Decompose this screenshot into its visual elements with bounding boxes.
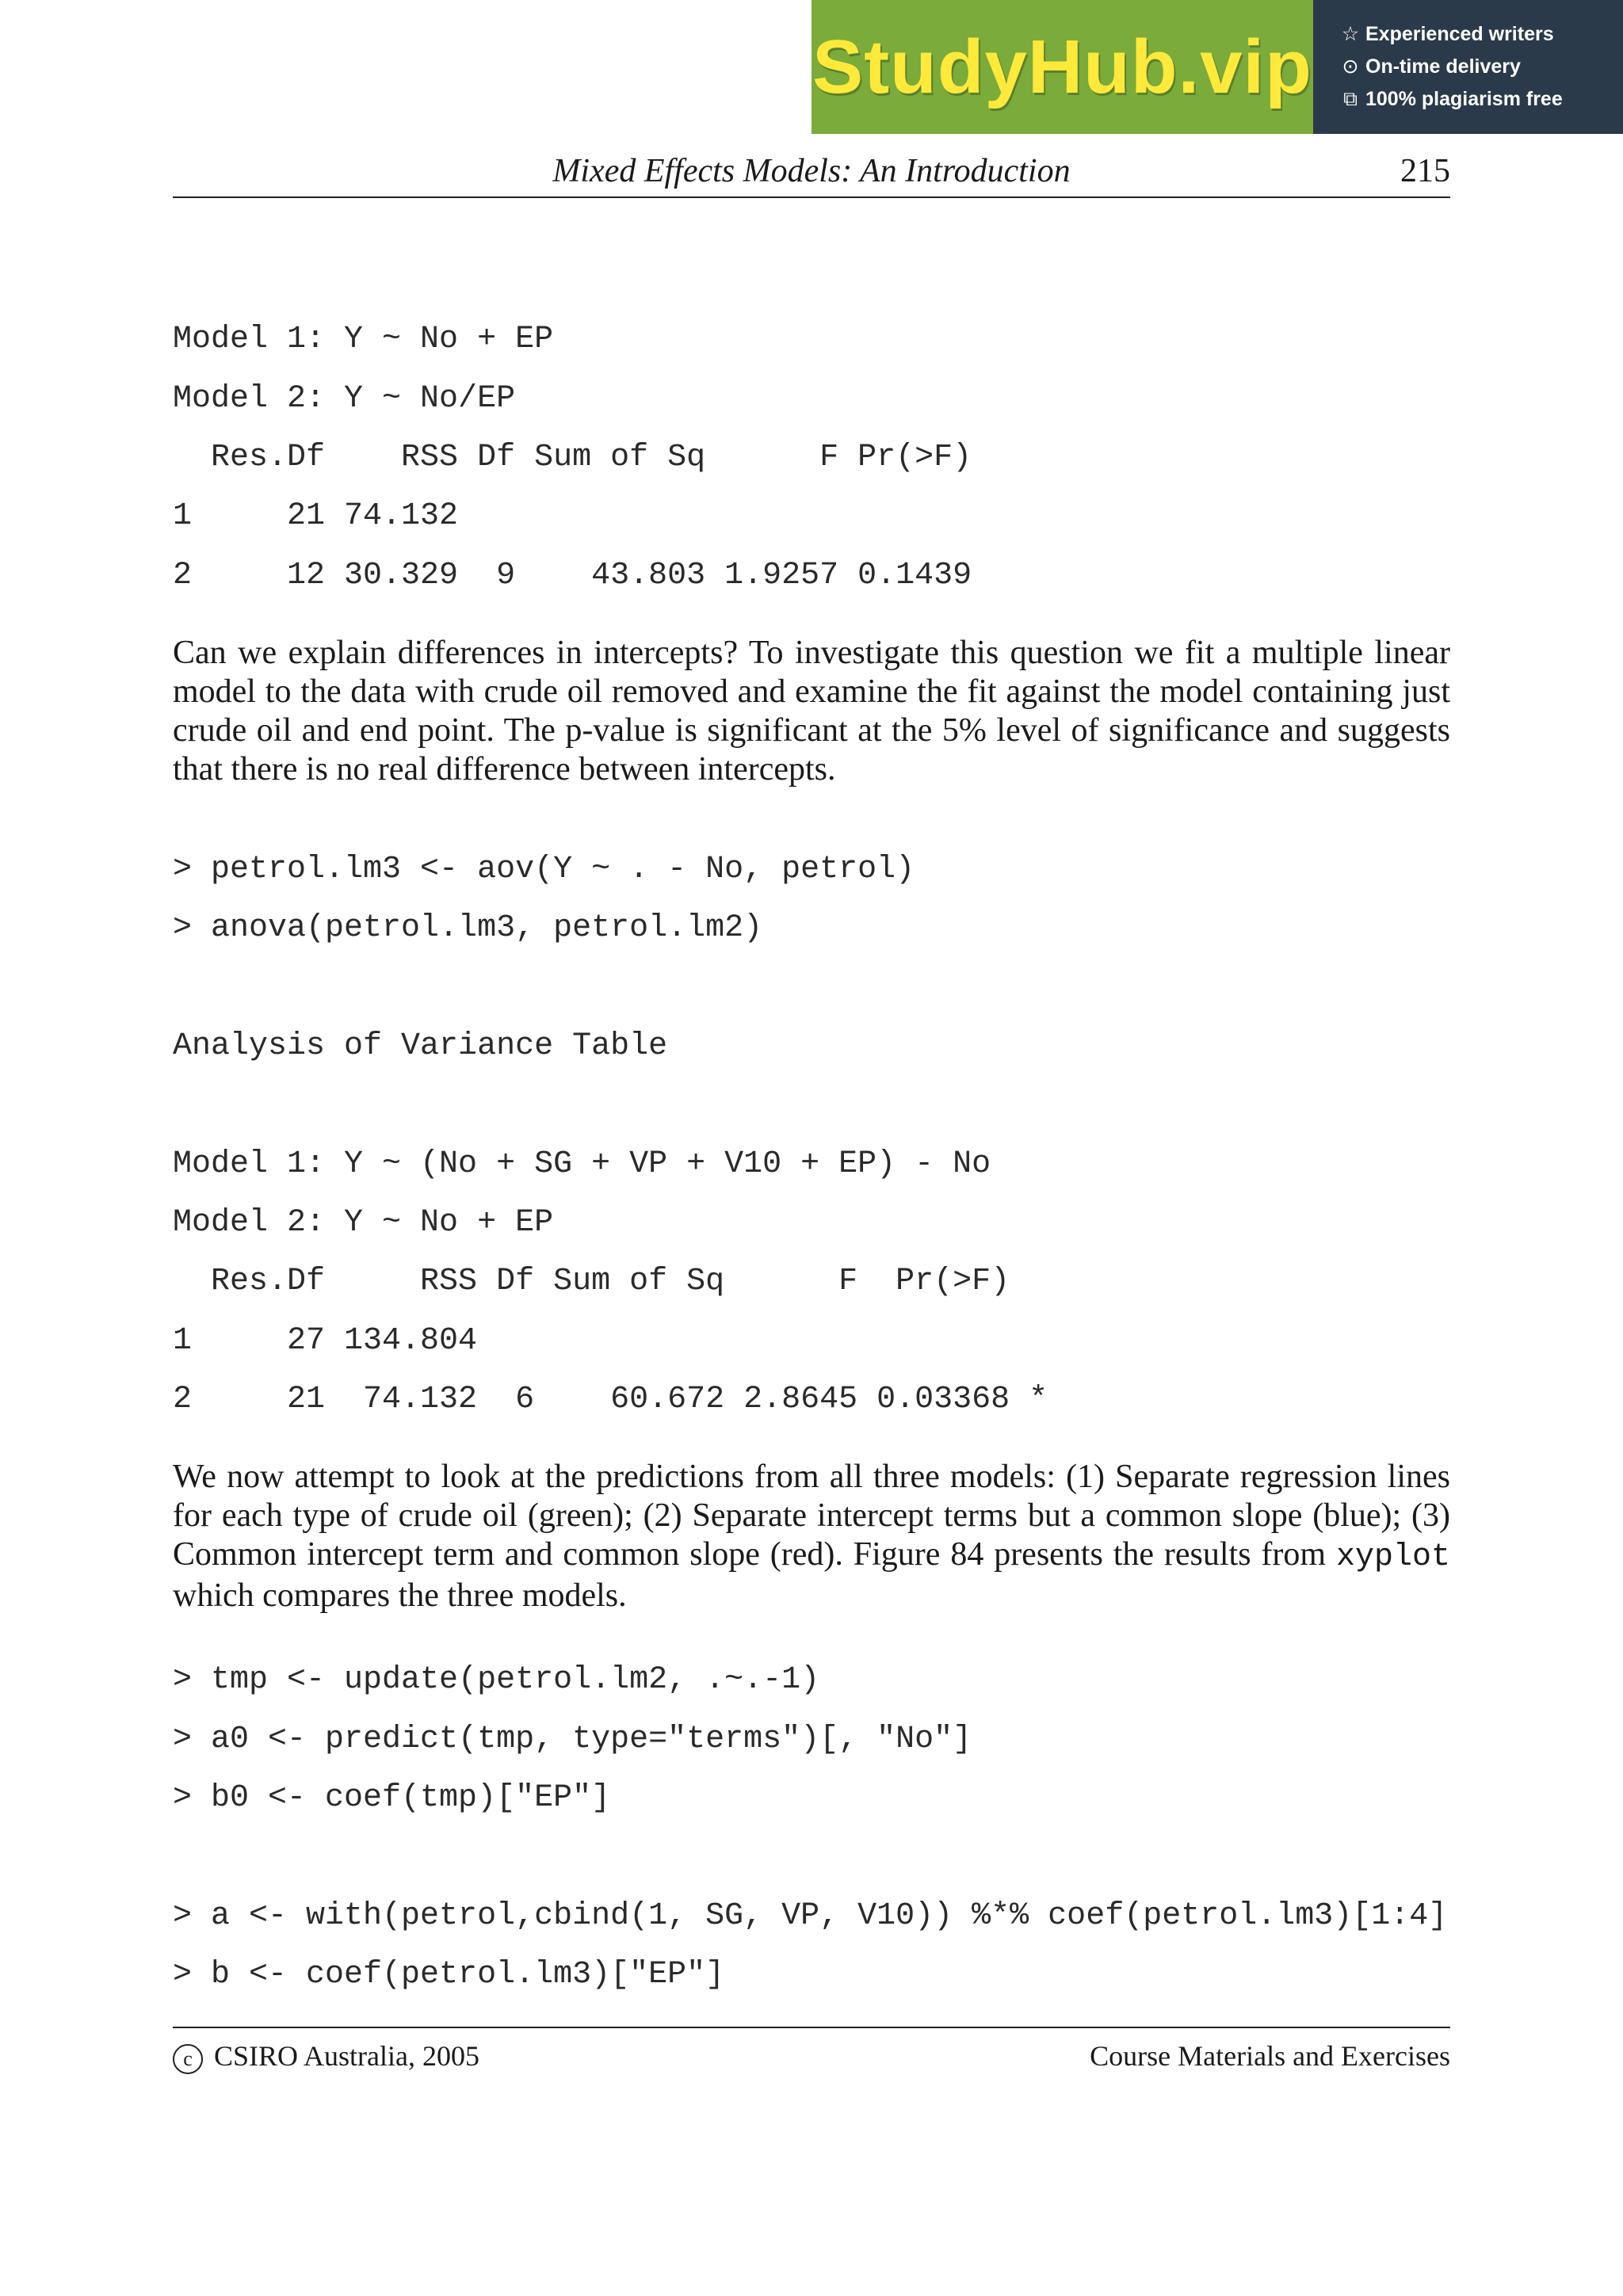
feature-plagiarism-free: ⧉ 100% plagiarism free [1340,83,1623,116]
running-header [173,149,1450,198]
code-line-tmp: > tmp <- update(petrol.lm2, .~.-1) [173,1662,820,1698]
studyhub-banner[interactable] [812,0,1623,134]
chapter-title: Mixed Effects Models: An Introduction [552,153,1071,189]
anova2-row-1: 1 27 134.804 [173,1323,478,1359]
code-line-a0: > a0 <- predict(tmp, type="terms")[, "No"] [173,1722,972,1757]
footer-course-materials: Course Materials and Exercises [1090,2040,1450,2072]
paragraph-intercepts: Can we explain differences in intercepts? To investigate this question we fit a multiple linear model to the data with crude oil removed and examine the fit against the model containing just crude oil and end point. The p-value is significant at the 5% level of significance and suggests that there is no real difference between intercepts. [173,635,1450,788]
clock-icon: ⊙ [1342,55,1359,78]
anova2-model2: Model 2: Y ~ No + EP [173,1205,554,1241]
star-icon: ☆ [1341,23,1360,45]
banner-features [1313,0,1623,134]
inline-code-xyplot: xyplot [1335,1539,1450,1575]
anova1-model1: Model 1: Y ~ No + EP [173,322,554,357]
feature-on-time-delivery: ⊙ On-time delivery [1340,51,1623,83]
anova1-column-header: Res.Df RSS Df Sum of Sq F Pr(>F) [173,440,972,475]
page-number: 215 [1400,153,1450,189]
anova2-column-header: Res.Df RSS Df Sum of Sq F Pr(>F) [173,1264,1010,1299]
footer-copyright: c CSIRO Australia, 2005 [173,2039,479,2074]
anova1-model2: Model 2: Y ~ No/EP [173,381,516,417]
code-line-a: > a <- with(petrol,cbind(1, SG, VP, V10)) %*% coef(petrol.lm3)[1:4] [173,1898,1448,1934]
anova2-title: Analysis of Variance Table [173,1028,668,1064]
footer-rule [173,2027,1450,2028]
anova2-row-2: 2 21 74.132 6 60.672 2.8645 0.03368 * [173,1382,1048,1417]
anova1-row-2: 2 12 30.329 9 43.803 1.9257 0.1439 [173,558,972,593]
feature-experienced-writers: ☆ Experienced writers [1340,18,1623,51]
code-line-b: > b <- coef(petrol.lm3)["EP"] [173,1957,725,1993]
brand-logo: StudyHub.vip [812,0,1313,134]
code-line-anova: > anova(petrol.lm3, petrol.lm2) [173,910,763,946]
anova1-row-1: 1 21 74.132 [173,498,459,534]
copyright-icon: c [173,2044,203,2074]
code-line-b0: > b0 <- coef(tmp)["EP"] [173,1780,611,1816]
copy-icon: ⧉ [1343,88,1358,110]
anova2-model1: Model 1: Y ~ (No + SG + VP + V10 + EP) - No [173,1146,991,1182]
code-line-petrol-lm3: > petrol.lm3 <- aov(Y ~ . - No, petrol) [173,852,915,887]
paragraph-predictions: We now attempt to look at the predictions from all three models: (1) Separate regression lines for each type of crude oil (green); (2) Separate intercept terms but a common slope (blue); (3) Common intercept term and common slope (red). Figure 84 presents the results from xyplot which compares the three models. [173,1459,1450,1614]
